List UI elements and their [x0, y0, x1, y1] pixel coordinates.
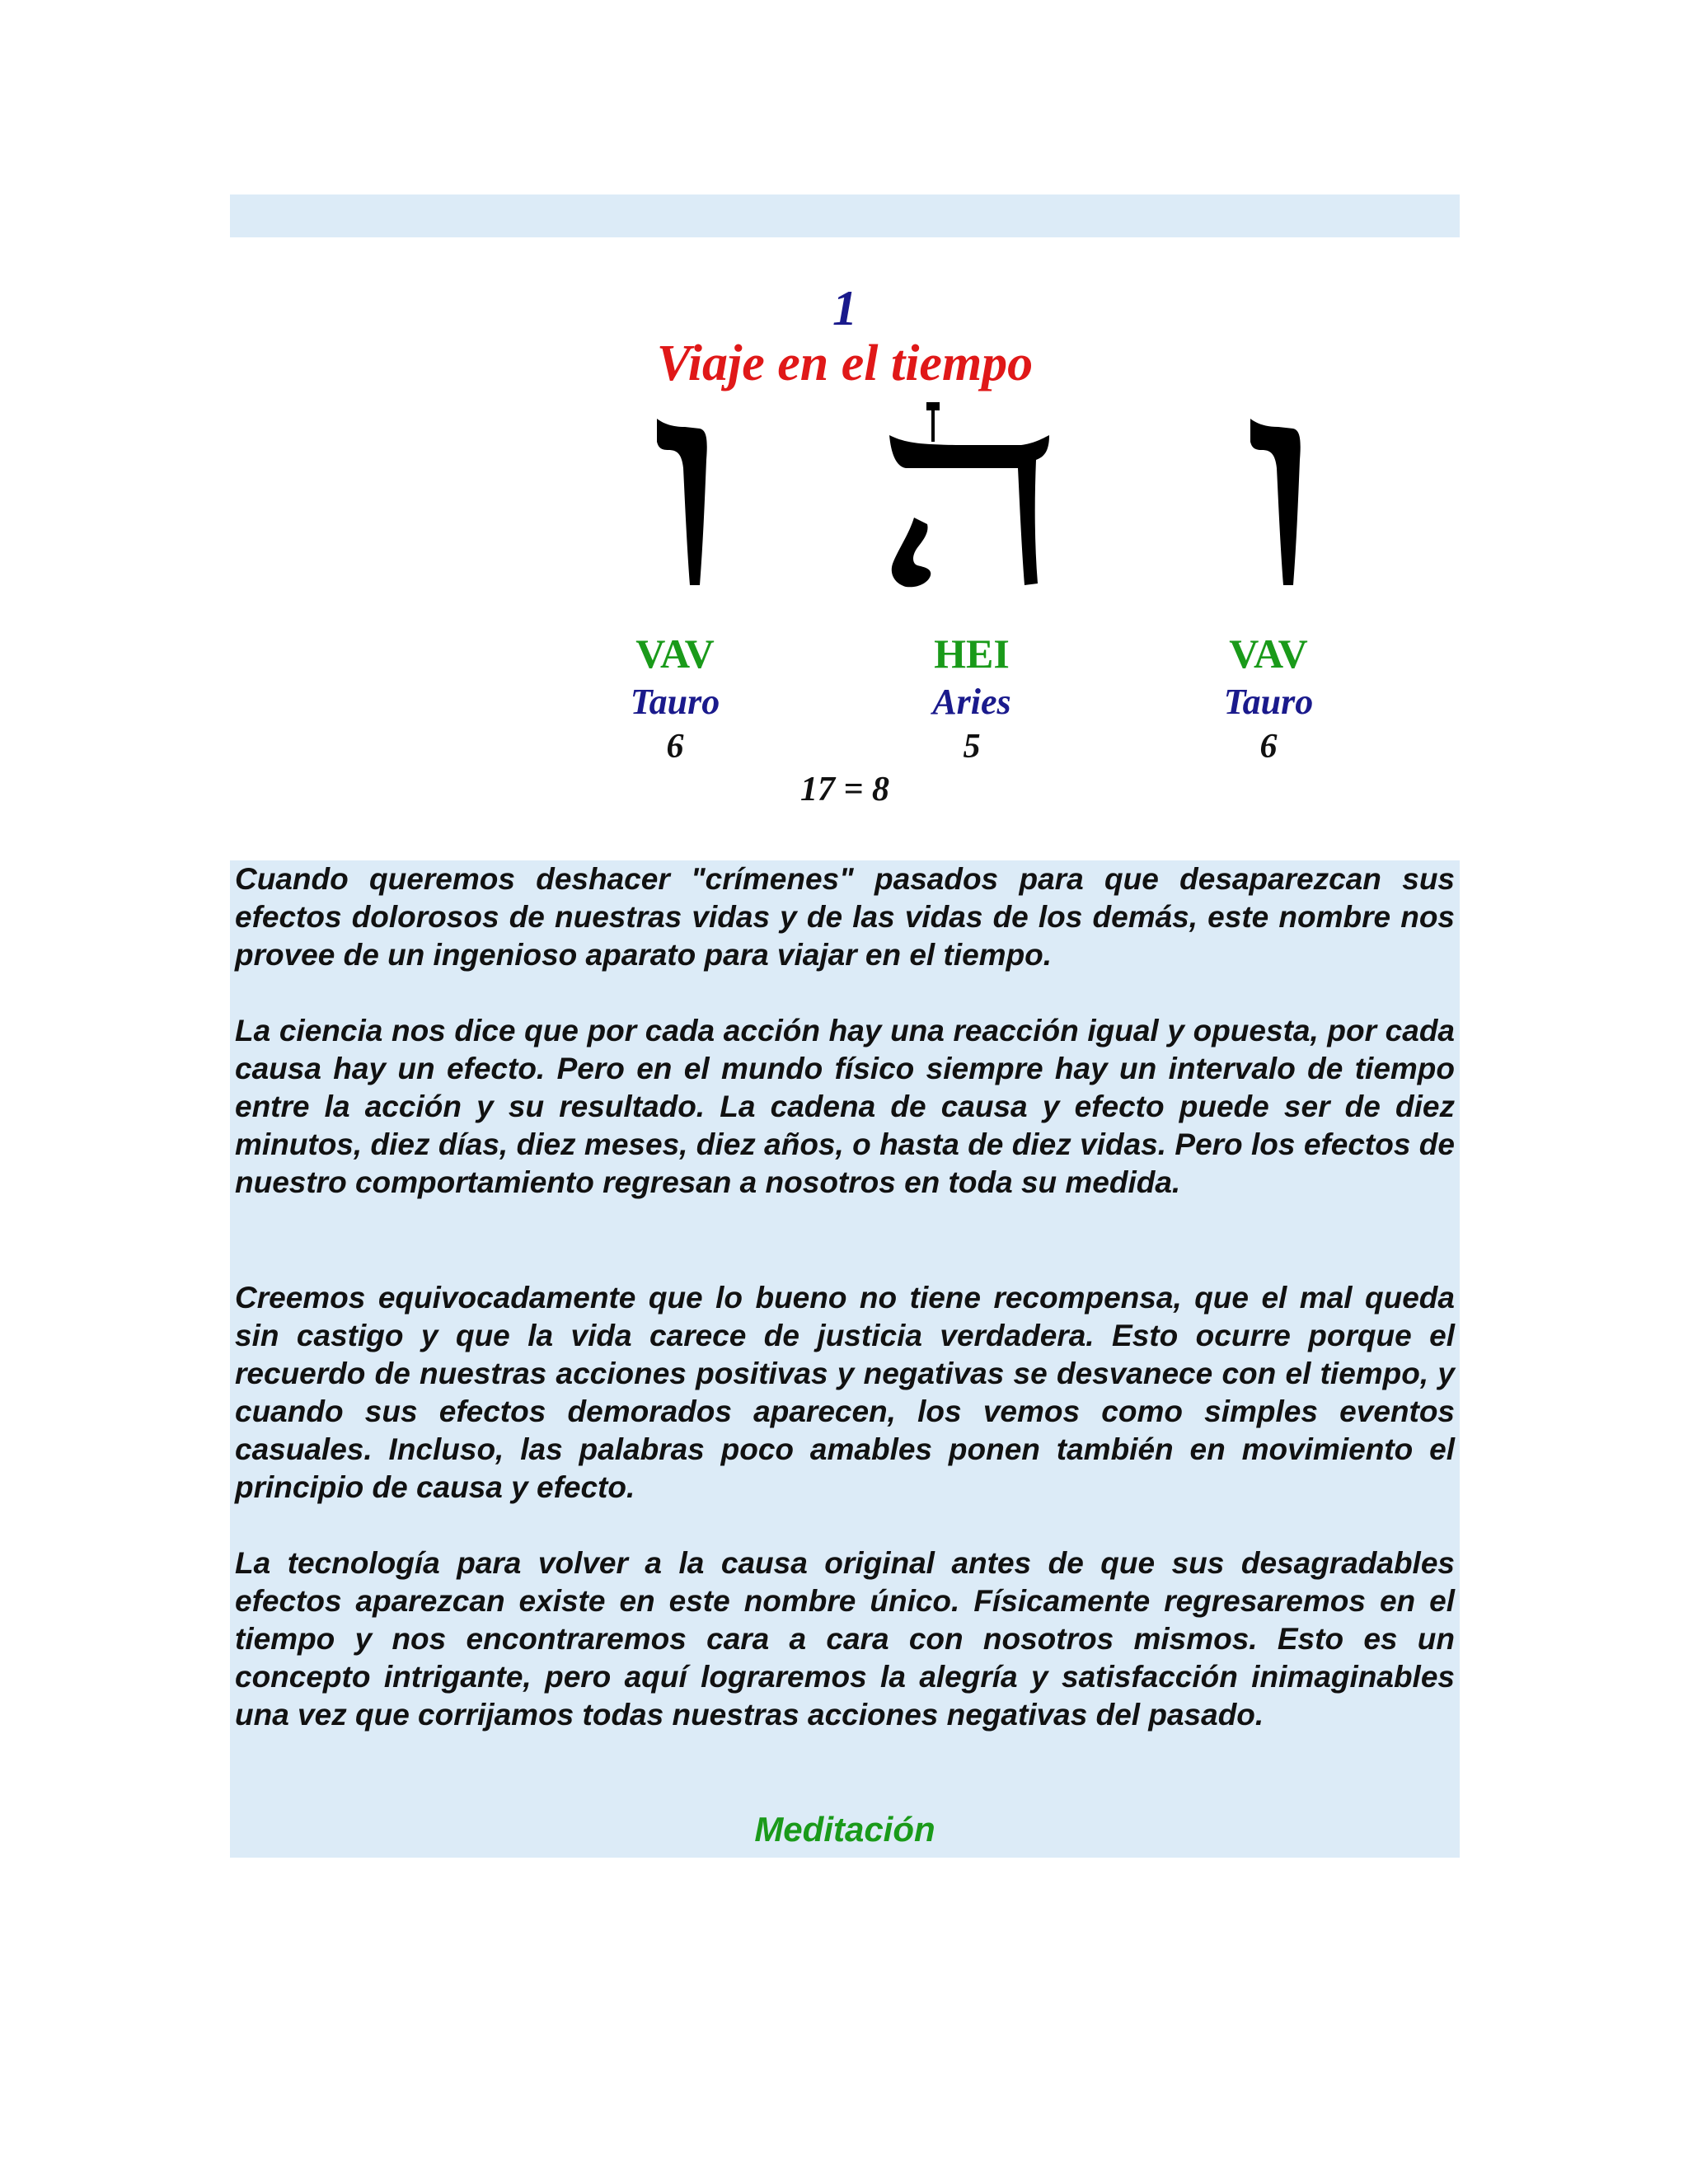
letter-name: VAV: [1229, 630, 1308, 677]
letter-name: VAV: [635, 630, 715, 677]
vav-glyph-icon: [576, 402, 774, 600]
letter-sign: Tauro: [1223, 682, 1314, 722]
name-number: 1: [832, 281, 857, 335]
name-title: Viaje en el tiempo: [656, 335, 1034, 391]
letter-sign: Aries: [932, 682, 1011, 722]
header-area: [230, 237, 1460, 860]
gematria-sum: 17 = 8: [800, 771, 889, 808]
letter-sign: Tauro: [630, 682, 720, 722]
paragraph-1: Cuando queremos deshacer "crímenes" pasados para que desaparezcan sus efectos dolorosos de nuestras vidas y de las vidas de los demás, este nombre nos provee de un ingenioso aparato para viajar en el tiempo.: [235, 862, 1455, 972]
vav-glyph-icon: [1170, 402, 1367, 600]
paragraph-4: La tecnología para volver a la causa original antes de que sus desagradables efectos aparezcan existe en este nombre único. Físicamente regresaremos en el tiempo y nos encontraremos cara a cara con nosotros mismos. Esto es un concepto intrigante, pero aquí lograremos la alegría y satisfacción inimaginables una vez que corrijamos todas nuestras acciones negativas del pasado.: [235, 1546, 1455, 1732]
paragraph-3: Creemos equivocadamente que lo bueno no tiene recompensa, que el mal queda sin castigo y que la vida carece de justicia verdadera. Esto ocurre porque el recuerdo de nuestras acciones positivas y negativas se desvanece con el tiempo, y cuando sus efectos demorados aparecen, los vemos como simples eventos casuales. Incluso, las palabras poco amables ponen también en movimiento el principio de causa y efecto.: [235, 1281, 1455, 1504]
paragraph-2: La ciencia nos dice que por cada acción hay una reacción igual y opuesta, por cada causa hay un efecto. Pero en el mundo físico siempre hay un intervalo de tiempo entre la acción y su resultado. La cadena de causa y efecto puede ser de diez minutos, diez días, diez meses, diez años, o hasta de diez vidas. Pero los efectos de nuestro comportamiento regresan a nosotros en toda su medida.: [235, 1014, 1455, 1199]
letter-value: 6: [1259, 728, 1278, 766]
top-band: [230, 194, 1460, 237]
description-box: [230, 860, 1460, 1858]
meditation-heading: Meditación: [754, 1810, 935, 1849]
hei-glyph-icon: [873, 402, 1071, 600]
letter-value: 5: [963, 728, 981, 766]
letter-name: HEI: [934, 630, 1010, 677]
letter-value: 6: [666, 728, 684, 766]
